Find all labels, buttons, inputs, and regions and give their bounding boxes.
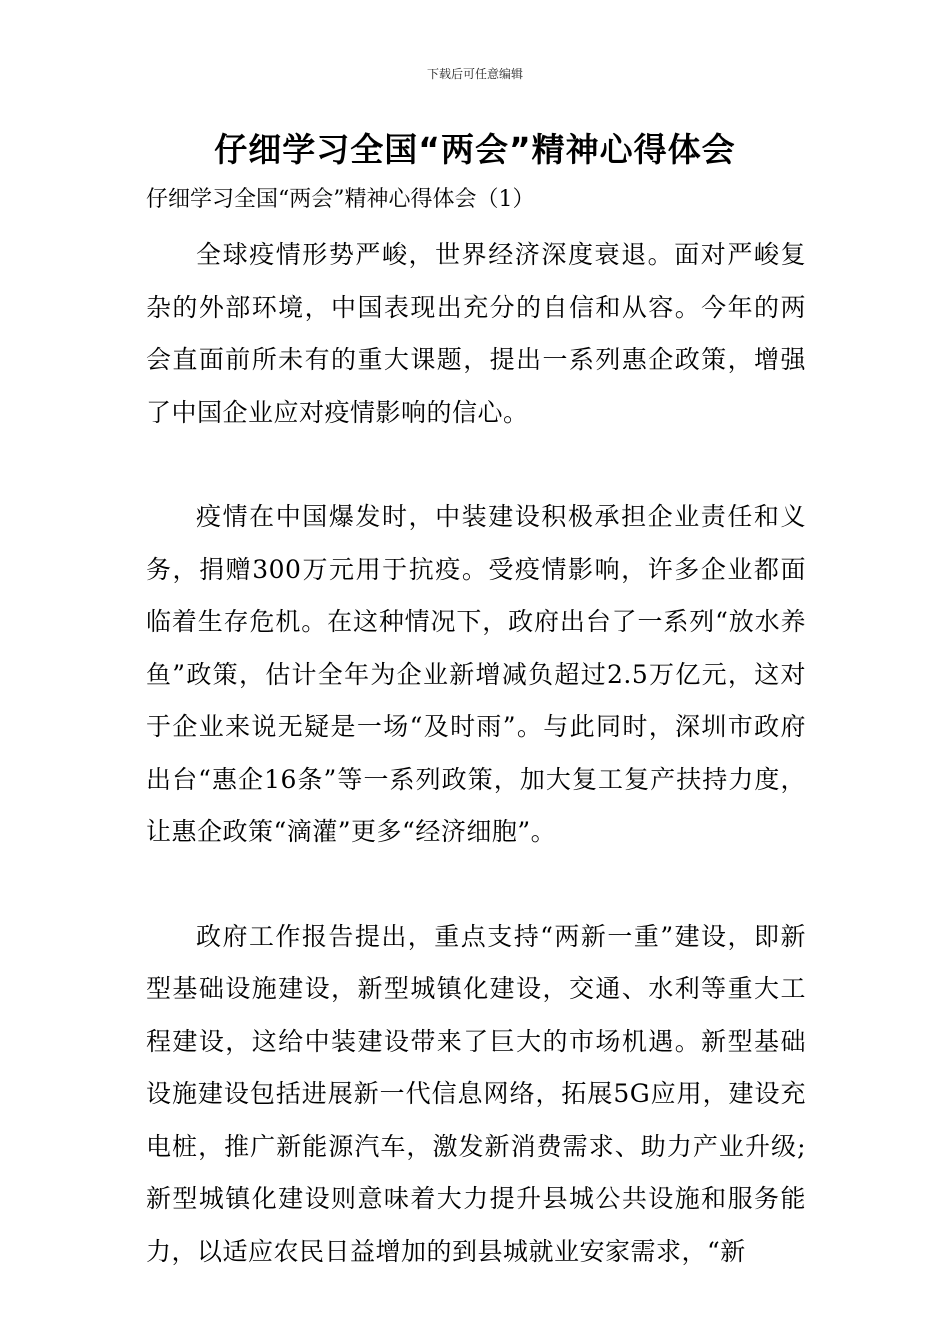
- document-title: 仔细学习全国“两会”精神心得体会: [214, 130, 736, 169]
- document-subtitle: 仔细学习全国“两会”精神心得体会（1）: [146, 187, 535, 212]
- paragraph-2: 疫情在中国爆发时，中装建设积极承担企业责任和义务，捐赠300万元用于抗疫。受疫情影响，许多企业都面临着生存危机。在这种情况下，政府出台了一系列“放水养鱼”政策，估计全年为企业新增减负超过2.5万亿元，这对于企业来说无疑是一场“及时雨”。与此同时，深圳市政府出台“惠企16条”等一系列政策，加大复工复产扶持力度，让惠企政策“滴灌”更多“经济细胞”。: [146, 502, 806, 846]
- document-body: [146, 229, 806, 1278]
- header-note: 下载后可任意编辑: [426, 67, 523, 81]
- paragraph-1: 全球疫情形势严峻，世界经济深度衰退。面对严峻复杂的外部环境，中国表现出充分的自信和从容。今年的两会直面前所未有的重大课题，提出一系列惠企政策，增强了中国企业应对疫情影响的信心。: [146, 240, 806, 427]
- paragraph-3: 政府工作报告提出，重点支持“两新一重”建设，即新型基础设施建设，新型城镇化建设，交通、水利等重大工程建设，这给中装建设带来了巨大的市场机遇。新型基础设施建设包括进展新一代信息网络，拓展5G应用，建设充电桩，推广新能源汽车，激发新消费需求、助力产业升级;新型城镇化建设则意味着大力提升县城公共设施和服务能力，以适应农民日益增加的到县城就业安家需求，“新: [146, 921, 806, 1266]
